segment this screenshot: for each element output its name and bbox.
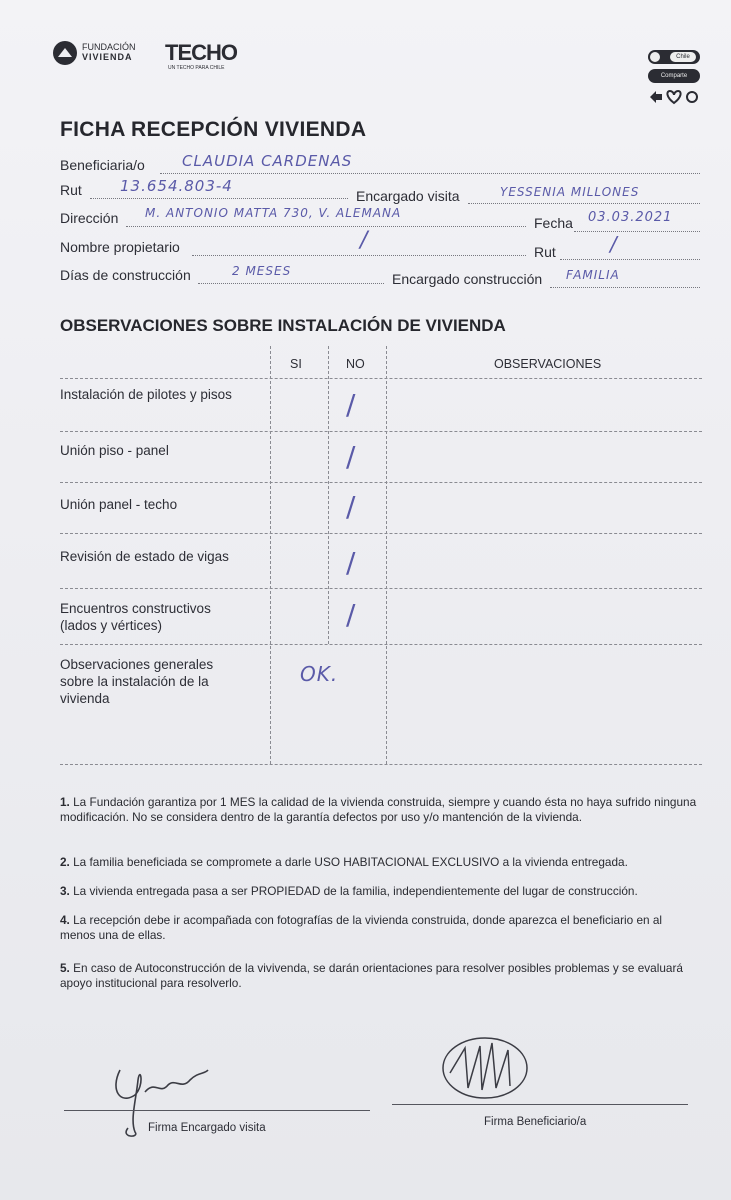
rut-label: Rut bbox=[60, 182, 82, 198]
nombre-propietario-label: Nombre propietario bbox=[60, 239, 180, 255]
dias-construccion-line bbox=[198, 283, 384, 284]
direccion-label: Dirección bbox=[60, 210, 119, 226]
note-1 bbox=[60, 795, 700, 825]
note-3 bbox=[60, 884, 700, 899]
visitor-signature-label: Firma Encargado visita bbox=[148, 1122, 266, 1134]
direccion-line bbox=[126, 226, 526, 227]
rut-value: 13.654.803-4 bbox=[120, 177, 233, 195]
note-text: La vivienda entregada pasa a ser PROPIEDAD de la familia, independientemente del lugar de construcción. bbox=[73, 884, 638, 898]
share-badge: Comparte bbox=[648, 69, 700, 83]
fecha-value: 03.03.2021 bbox=[588, 210, 673, 225]
table-col-divider-3 bbox=[386, 346, 387, 764]
note-text: En caso de Autoconstrucción de la vivivenda, se darán orientaciones para resolver posibles problemas y se evaluará apoyo institucional para resolverlo. bbox=[60, 961, 683, 990]
beneficiario-value: CLAUDIA CARDENAS bbox=[182, 152, 353, 170]
encargado-visita-label: Encargado visita bbox=[356, 188, 460, 204]
fecha-label: Fecha bbox=[534, 215, 573, 231]
nombre-propietario-line bbox=[192, 255, 526, 256]
note-2 bbox=[60, 855, 700, 870]
page-title: FICHA RECEPCIÓN VIVIENDA bbox=[60, 118, 367, 141]
visitor-signature-line bbox=[64, 1110, 370, 1111]
header-observaciones: OBSERVACIONES bbox=[494, 357, 602, 371]
row-no-mark: / bbox=[346, 598, 357, 631]
table-row-divider-3 bbox=[60, 533, 702, 534]
share-arrow-icon bbox=[650, 91, 662, 103]
country-label: Chile bbox=[670, 52, 696, 62]
header-si: SI bbox=[290, 357, 302, 371]
fundacion-logo-icon bbox=[52, 40, 78, 66]
beneficiario-line bbox=[160, 173, 700, 174]
note-number: 4. bbox=[60, 913, 70, 927]
rut-propietario-value: / bbox=[610, 232, 618, 256]
row-no-mark: / bbox=[346, 440, 357, 473]
techo-tagline: UN TECHO PARA CHILE bbox=[168, 65, 225, 71]
row-no-mark: / bbox=[346, 546, 357, 579]
table-row-label: Encuentros constructivos (lados y vértices) bbox=[60, 601, 211, 633]
note-number: 5. bbox=[60, 961, 70, 975]
note-text: La Fundación garantiza por 1 MES la calidad de la vivienda construida, siempre y cuando ésta no haya sufrido ninguna modificación. No se considera dentro de la garantía defectos por uso y/o mantención de la vivienda. bbox=[60, 795, 697, 824]
section-title: OBSERVACIONES SOBRE INSTALACIÓN DE VIVIENDA bbox=[60, 316, 506, 335]
beneficiary-signature-label: Firma Beneficiario/a bbox=[484, 1116, 587, 1128]
table-row-divider-5 bbox=[60, 644, 702, 645]
table-header-divider bbox=[60, 378, 702, 379]
beneficiario-label: Beneficiaria/o bbox=[60, 157, 145, 173]
encargado-construccion-label: Encargado construcción bbox=[392, 271, 543, 287]
circle-icon bbox=[687, 92, 697, 102]
share-icons bbox=[648, 87, 700, 110]
table-row-label: Unión piso - panel bbox=[60, 443, 169, 458]
rut-line bbox=[90, 198, 348, 199]
note-4 bbox=[60, 913, 700, 943]
direccion-value: M. ANTONIO MATTA 730, V. ALEMANA bbox=[145, 206, 402, 220]
fundacion-line2: VIVIENDA bbox=[82, 52, 133, 62]
country-badge bbox=[648, 50, 700, 64]
fundacion-logo bbox=[52, 40, 78, 71]
row-no-mark: / bbox=[346, 490, 357, 523]
heart-icon bbox=[667, 91, 680, 103]
table-row-divider-4 bbox=[60, 588, 702, 589]
nombre-propietario-value: / bbox=[360, 228, 369, 253]
encargado-construccion-value: FAMILIA bbox=[566, 268, 620, 282]
general-observations-value: OK. bbox=[300, 662, 339, 686]
country-dot-icon bbox=[650, 52, 660, 62]
encargado-construccion-line bbox=[550, 287, 700, 288]
table-bottom-line bbox=[60, 764, 702, 765]
note-text: La familia beneficiada se compromete a darle USO HABITACIONAL EXCLUSIVO a la vivienda entregada. bbox=[73, 855, 628, 869]
beneficiary-signature-line bbox=[392, 1104, 688, 1105]
general-observations-label: Observaciones generales sobre la instalación de la vivienda bbox=[60, 657, 214, 706]
note-number: 2. bbox=[60, 855, 70, 869]
table-row-label: Unión panel - techo bbox=[60, 497, 178, 512]
header-no: NO bbox=[346, 357, 365, 371]
table-row-label: Revisión de estado de vigas bbox=[60, 549, 229, 564]
row-no-mark: / bbox=[346, 388, 357, 421]
note-number: 3. bbox=[60, 884, 70, 898]
techo-logo: TECHO bbox=[165, 40, 237, 65]
dias-construccion-value: 2 MESES bbox=[232, 264, 292, 278]
table-row-divider-1 bbox=[60, 431, 702, 432]
rut-propietario-label: Rut bbox=[534, 244, 556, 260]
note-text: La recepción debe ir acompañada con fotografías de la vivienda construida, donde aparezca el beneficiario en al menos una de ellas. bbox=[60, 913, 663, 942]
table-col-divider-1 bbox=[270, 346, 271, 764]
dias-construccion-label: Días de construcción bbox=[60, 267, 191, 283]
encargado-visita-value: YESSENIA MILLONES bbox=[500, 185, 640, 199]
note-number: 1. bbox=[60, 795, 70, 809]
encargado-visita-line bbox=[468, 203, 700, 204]
fundacion-line1: FUNDACIÓN bbox=[82, 42, 136, 52]
fundacion-text bbox=[82, 42, 136, 62]
beneficiary-signature-icon bbox=[430, 1028, 540, 1108]
table-col-divider-2 bbox=[328, 346, 329, 644]
note-5 bbox=[60, 961, 700, 991]
rut-propietario-line bbox=[560, 259, 700, 260]
table-row-divider-2 bbox=[60, 482, 702, 483]
fecha-line bbox=[574, 231, 700, 232]
table-row-label: Instalación de pilotes y pisos bbox=[60, 387, 232, 402]
